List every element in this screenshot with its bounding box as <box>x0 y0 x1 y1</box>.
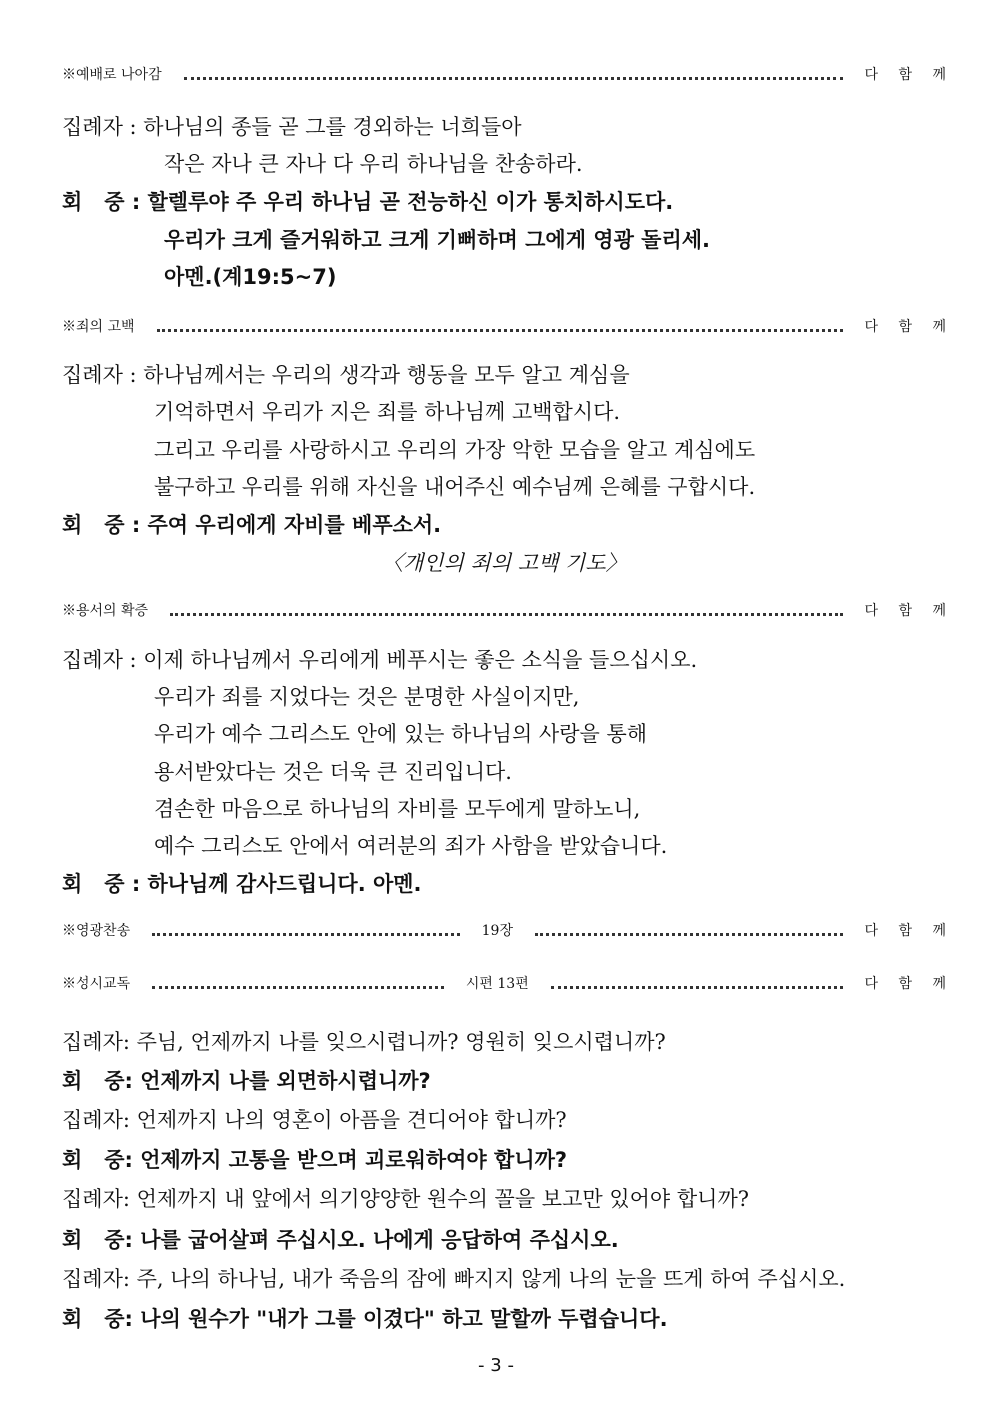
leader-dots <box>157 329 843 332</box>
psalm-reference: 시편 13편 <box>465 976 529 992</box>
section-header-gloria <box>62 916 954 946</box>
leader-line: 그리고 우리를 사랑하시고 우리의 가장 악한 모습을 알고 계심에도 <box>154 438 756 462</box>
congregation-line: 회 중: 나의 원수가 "내가 그를 이겼다" 하고 말할까 두렵습니다. <box>62 1307 668 1331</box>
section-participant: 다 함 께 <box>864 603 954 619</box>
leader-line: 작은 자나 큰 자나 다 우리 하나님을 찬송하라. <box>164 152 583 176</box>
leader-line: 집례자: 주, 나의 하나님, 내가 죽음의 잠에 빠지지 않게 나의 눈을 뜨게 하여 주십시오. <box>62 1267 846 1291</box>
leader-line: 집례자 : 이제 하나님께서 우리에게 베푸시는 좋은 소식을 들으십시오. <box>62 648 698 672</box>
congregation-line: 회 중: 언제까지 고통을 받으며 괴로워하여야 합니까? <box>62 1148 568 1172</box>
section-participant: 다 함 께 <box>864 976 954 992</box>
leader-line: 우리가 죄를 지었다는 것은 분명한 사실이지만, <box>154 685 580 709</box>
leader-line: 겸손한 마음으로 하나님의 자비를 모두에게 말하노니, <box>154 797 641 821</box>
leader-line: 집례자 : 하나님의 종들 곧 그를 경외하는 너희들아 <box>62 115 522 139</box>
leader-dots <box>170 613 842 616</box>
section-header-confession <box>62 312 954 342</box>
congregation-line: 회 중 : 할렐루야 주 우리 하나님 곧 전능하신 이가 통치하시도다. <box>62 190 674 214</box>
section-participant: 다 함 께 <box>864 923 954 939</box>
leader-line: 집례자: 언제까지 나의 영혼이 아픔을 견디어야 합니까? <box>62 1108 567 1132</box>
page-number: - 3 - <box>478 1355 514 1376</box>
congregation-line: 회 중: 나를 굽어살펴 주십시오. 나에게 응답하여 주십시오. <box>62 1228 619 1252</box>
hymn-number: 19장 <box>481 923 513 939</box>
section-title: ※죄의 고백 <box>62 319 135 335</box>
leader-dots <box>152 933 460 936</box>
section-participant: 다 함 께 <box>864 319 954 335</box>
leader-dots <box>152 986 444 989</box>
section-title: ※영광찬송 <box>62 923 131 939</box>
leader-line: 용서받았다는 것은 더욱 큰 진리입니다. <box>154 760 512 784</box>
leader-line: 집례자: 주님, 언제까지 나를 잊으시렵니까? 영원히 잊으시렵니까? <box>62 1030 666 1054</box>
prayer-note: 〈개인의 죄의 고백 기도〉 <box>382 551 627 575</box>
leader-line: 예수 그리스도 안에서 여러분의 죄가 사함을 받았습니다. <box>154 834 668 858</box>
leader-dots <box>184 77 843 80</box>
congregation-line: 아멘.(계19:5~7) <box>164 265 337 289</box>
section-participant: 다 함 께 <box>864 67 954 83</box>
section-title: ※예배로 나아감 <box>62 67 162 83</box>
congregation-line: 회 중 : 하나님께 감사드립니다. 아멘. <box>62 872 422 896</box>
leader-line: 기억하면서 우리가 지은 죄를 하나님께 고백합시다. <box>154 400 621 424</box>
leader-line: 우리가 예수 그리스도 안에 있는 하나님의 사랑을 통해 <box>154 722 648 746</box>
leader-line: 집례자 : 하나님께서는 우리의 생각과 행동을 모두 알고 계심을 <box>62 363 630 387</box>
congregation-line: 회 중: 언제까지 나를 외면하시렵니까? <box>62 1069 431 1093</box>
section-title: ※용서의 확증 <box>62 603 149 619</box>
section-title: ※성시교독 <box>62 976 131 992</box>
congregation-line: 회 중 : 주여 우리에게 자비를 베푸소서. <box>62 513 442 537</box>
congregation-line: 우리가 크게 즐거워하고 크게 기뻐하며 그에게 영광 돌리세. <box>164 228 711 252</box>
section-header-assurance <box>62 596 954 626</box>
section-header-approach <box>62 60 954 90</box>
section-header-responsive-reading <box>62 969 954 999</box>
leader-line: 집례자: 언제까지 내 앞에서 의기양양한 원수의 꼴을 보고만 있어야 합니까? <box>62 1187 749 1211</box>
leader-line: 불구하고 우리를 위해 자신을 내어주신 예수님께 은혜를 구합시다. <box>154 475 756 499</box>
leader-dots <box>535 933 843 936</box>
leader-dots <box>551 986 843 989</box>
